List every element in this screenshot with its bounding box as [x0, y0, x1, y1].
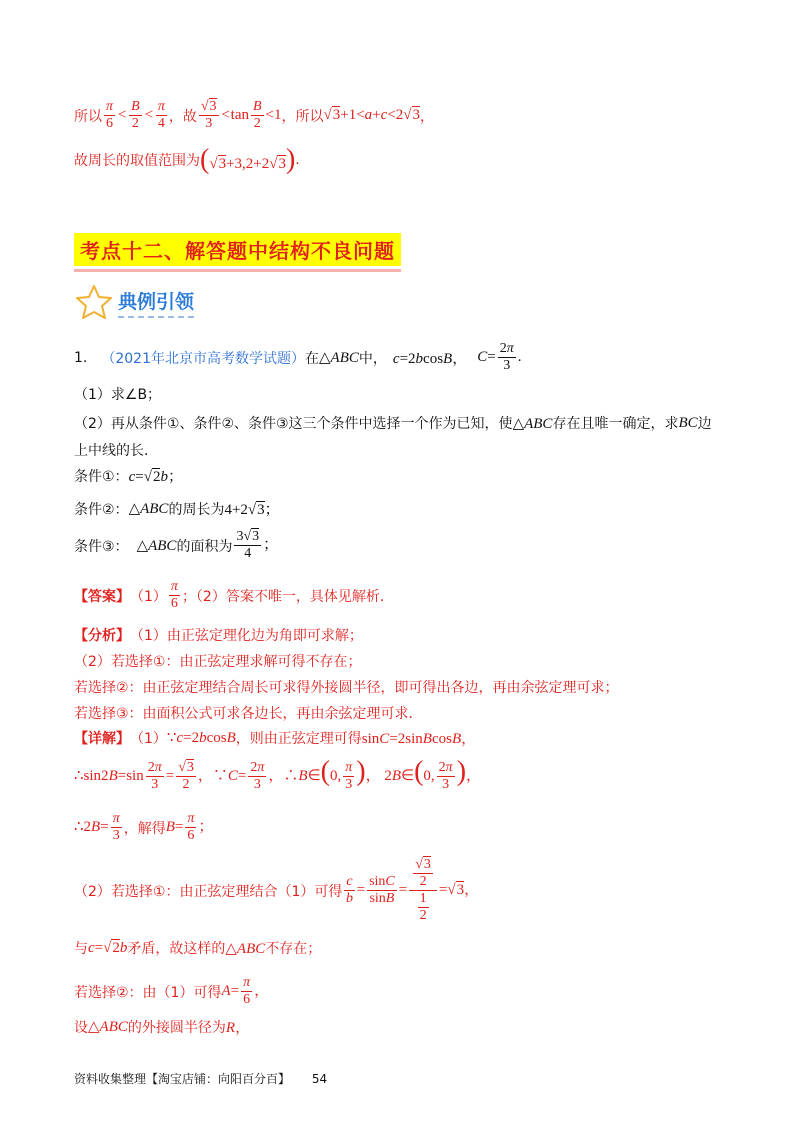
problem-part1: （1）求∠B； [74, 387, 162, 403]
text: . [295, 152, 300, 168]
problem-part2-cont: 上中线的长． [74, 443, 158, 459]
text: 设 [74, 1019, 88, 1036]
text: 故周长的取值范围为 [74, 153, 200, 169]
text: 的周长为 [168, 501, 225, 518]
formula: △ABC [88, 1019, 128, 1035]
answer-tag: 【答案】 [74, 588, 130, 605]
formula: $\frac{\pi}{6}$ < $\frac{B}{2}$ < $\frac{\pi}{4}$ [106, 99, 165, 131]
text: 的面积为 [176, 538, 233, 555]
formula: 4+2√3； [224, 502, 280, 518]
text: （2）再从条件①、条件②、条件③这三个条件中选择一个作为已知，使 [74, 416, 513, 432]
formula: √3+1<a+c<2√3 [323, 107, 421, 123]
formula: c=√2b [88, 939, 128, 956]
formula: ∵c=2bcosB [166, 730, 236, 746]
star-icon [74, 284, 114, 320]
analysis-line-3: 若选择②：由正弦定理结合周长可求得外接圆半径，即可得出各边，再由余弦定理可求； [74, 680, 619, 696]
text: （1）由正弦定理化边为角即可求解； [130, 628, 363, 644]
text: （2）若选择①：由正弦定理结合（1）可得 [74, 883, 343, 900]
formula: △ABC [136, 538, 177, 554]
text: ，故 [168, 108, 197, 125]
analysis-line-1 [74, 625, 363, 645]
detail-line-5 [74, 938, 321, 958]
text: 中， [358, 350, 387, 367]
formula: c=2bcosB， [392, 351, 468, 367]
text: （1） [130, 588, 167, 605]
formula: $\frac{√3}{3}$ <tan $\frac{B}{2}$ <1 [200, 99, 282, 131]
formula: A= $\frac{\pi}{6}$ ， [221, 975, 270, 1007]
page-footer [74, 1070, 327, 1087]
detail-tag: 【详解】 [74, 730, 130, 747]
text: 条件③： [74, 538, 129, 555]
text: （1） [130, 730, 167, 747]
formula: BC [678, 414, 698, 431]
formula: $\frac{\pi}{6}$ [170, 579, 178, 611]
analysis-line-2: （2）若选择①：由正弦定理求解可得不存在； [74, 654, 362, 670]
footer-text: 资料收集整理【淘宝店铺：向阳百分百】 [74, 1072, 291, 1086]
text: 与 [74, 941, 88, 957]
formula: C= $\frac{2\pi}{3}$ . [477, 341, 522, 373]
text: ；（2）答案不唯一，具体见解析． [181, 588, 394, 605]
text: 不存在； [265, 941, 322, 957]
problem-number: 1. [74, 349, 88, 366]
formula: △ABC [319, 350, 359, 366]
text: ，所以 [281, 108, 324, 125]
condition-1 [74, 465, 183, 486]
text: 条件②： [74, 501, 129, 518]
detail-line-1 [74, 727, 476, 748]
text: 的外接圆半径为 [127, 1019, 226, 1036]
text: 边 [697, 416, 712, 432]
formula: (√3+3,2+2√3) [200, 144, 296, 175]
example-heading [74, 284, 194, 320]
formula: c=√2b； [128, 469, 183, 485]
answer-line [74, 580, 394, 611]
text: ，则由正弦定理可得 [235, 730, 362, 747]
formula: △ABC [128, 501, 169, 517]
problem-part2 [74, 413, 712, 433]
text: 若选择②：由（1）可得 [74, 984, 222, 1001]
example-label: 典例引领 [118, 287, 194, 318]
problem-line [74, 342, 521, 373]
detail-line-3 [74, 812, 213, 843]
text: 所以 [74, 108, 102, 125]
detail-line-6 [74, 976, 269, 1007]
formula: $\frac{3√3}{4}$ ； [236, 529, 279, 561]
formula: △ABC [225, 940, 266, 957]
formula: △ABC [512, 415, 553, 432]
text: ， [420, 108, 435, 125]
page-number: 54 [311, 1072, 328, 1086]
text: 在 [305, 350, 319, 367]
formula: $\frac{c}{b}$ = $\frac{\sin C}{\sin B}$ = $\frac{\frac{√3}{2}}{\frac{1}{2}}$ =√3， [345, 857, 480, 923]
condition-2 [74, 498, 280, 519]
text: 条件①： [74, 468, 129, 485]
text: ，解得 [123, 820, 166, 837]
section-title: 考点十二、解答题中结构不良问题 [74, 233, 401, 266]
problem-source: （2021年北京市高考数学试题） [101, 350, 305, 367]
detail-line-2 [74, 758, 481, 792]
analysis-line-4: 若选择③：由面积公式可求各边长，再由余弦定理可求． [74, 706, 423, 722]
condition-3 [74, 530, 278, 561]
formula: B= $\frac{\pi}{6}$ ； [165, 811, 214, 843]
detail-line-4 [74, 858, 479, 923]
top-line-1 [74, 100, 434, 131]
formula: ∴2B= $\frac{\pi}{3}$ [74, 811, 120, 843]
text: 矛盾，故这样的 [127, 941, 226, 957]
formula: ∴sin2B=sin $\frac{2\pi}{3}$ = $\frac{√3}{2}$ ，∵C= $\frac{2\pi}{3}$ ，∴B∈(0, $\frac{\pi}{3}$ )， 2B∈(0, $\frac{2\pi}{3}$ )， [74, 756, 482, 793]
formula: sinC=2sinBcosB， [361, 731, 477, 747]
detail-line-7 [74, 1016, 250, 1037]
formula: R， [225, 1020, 251, 1036]
analysis-tag: 【分析】 [74, 628, 130, 644]
text: 存在且唯一确定，求 [552, 416, 679, 432]
top-line-2 [74, 146, 300, 174]
